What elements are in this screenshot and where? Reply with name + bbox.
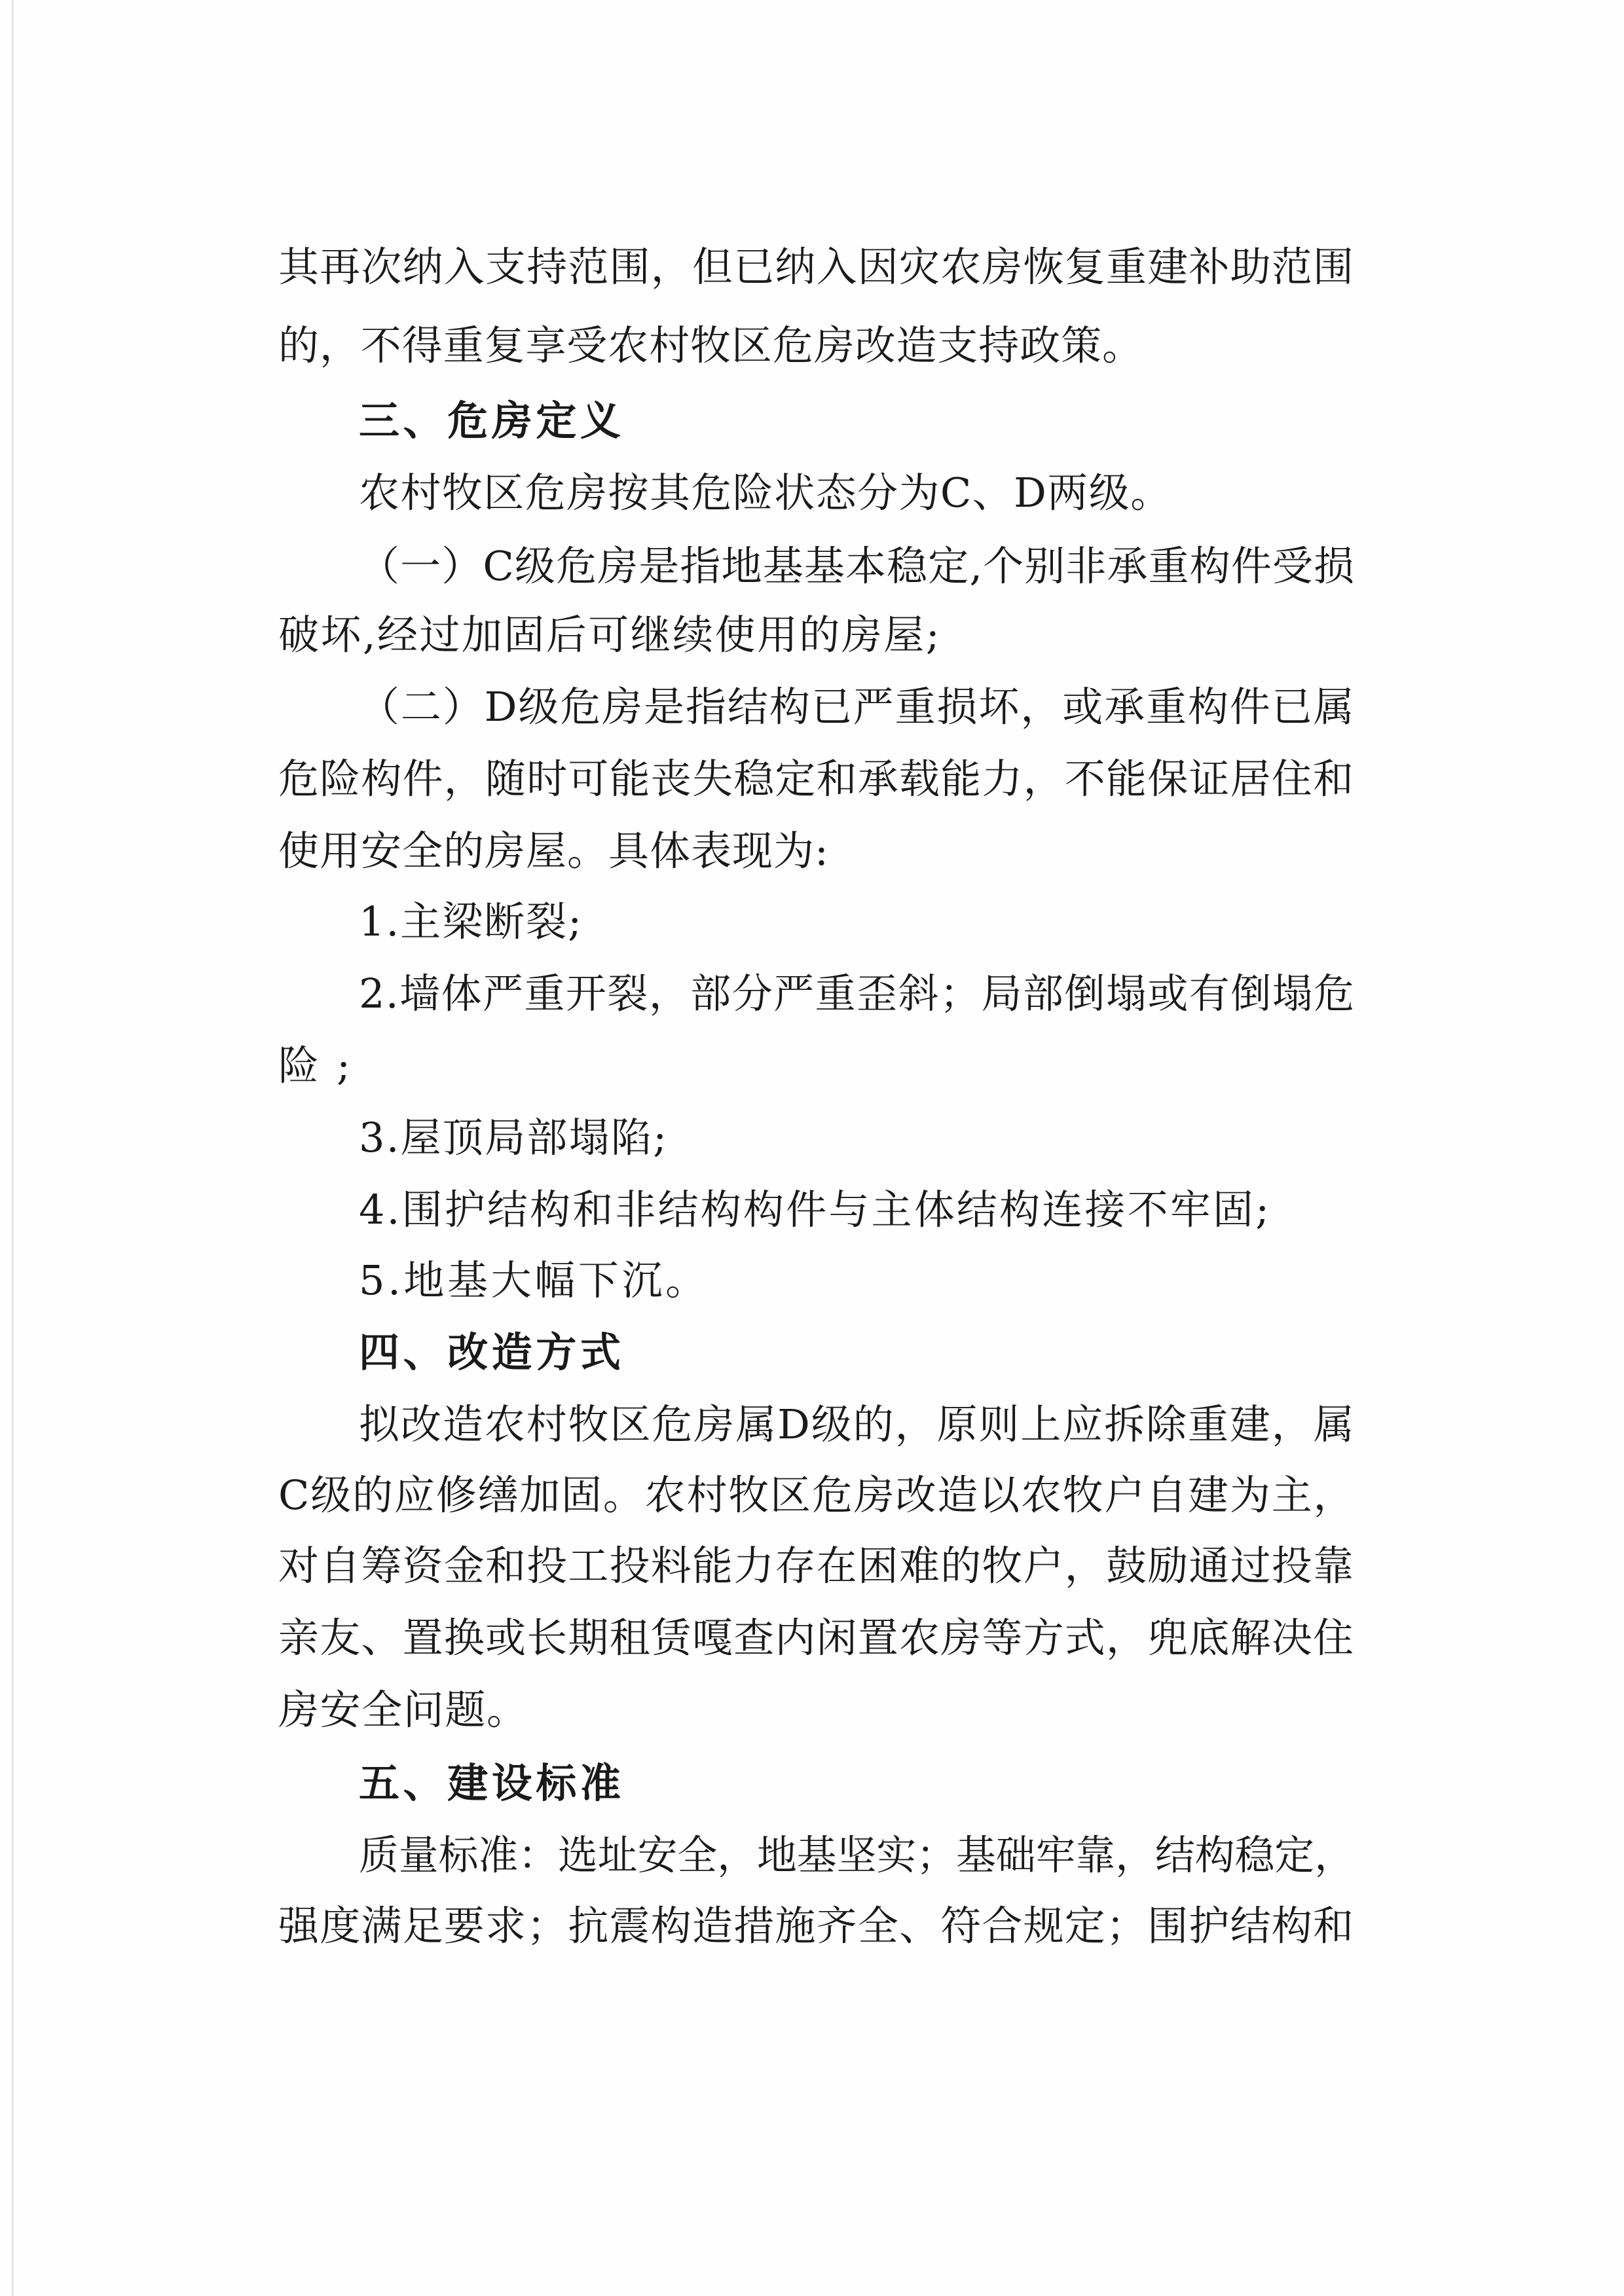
body-line: 强度满足要求；抗震构造措施齐全、符合规定；围护结构和 (278, 1902, 1355, 1950)
body-line: 的，不得重复享受农村牧区危房改造支持政策。 (278, 321, 1143, 369)
body-line: 使用安全的房屋。具体表现为: (278, 827, 829, 875)
scan-edge (12, 0, 14, 2296)
body-line: （二）D级危房是指结构已严重损坏，或承重构件已属 (359, 683, 1356, 731)
section-heading: 五、建设标准 (359, 1759, 625, 1807)
body-line: 拟改造农村牧区危房属D级的，原则上应拆除重建，属 (359, 1400, 1356, 1448)
body-line: 险; (278, 1042, 368, 1089)
section-heading: 三、危房定义 (359, 397, 625, 445)
body-line: 农村牧区危房按其危险状态分为C、D两级。 (359, 469, 1172, 517)
body-line: 4.围护结构和非结构构件与主体结构连接不牢固; (359, 1186, 1272, 1233)
body-line: 5.地基大幅下沉。 (359, 1256, 709, 1304)
section-heading: 四、改造方式 (359, 1328, 625, 1376)
body-line: 对自筹资金和投工投料能力存在困难的牧户，鼓励通过投靠 (278, 1542, 1355, 1590)
body-line: 质量标准：选址安全，地基坚实；基础牢靠，结构稳定， (359, 1831, 1355, 1879)
body-line: C级的应修缮加固。农村牧区危房改造以农牧户自建为主， (278, 1471, 1356, 1519)
body-line: 亲友、置换或长期租赁嘎查内闲置农房等方式，兜底解决住 (278, 1614, 1355, 1662)
body-line: 3.屋顶局部塌陷; (359, 1114, 669, 1161)
body-line: 2.墙体严重开裂，部分严重歪斜；局部倒塌或有倒塌危 (359, 970, 1356, 1017)
body-line: 破坏,经过加固后可继续使用的房屋; (278, 611, 942, 659)
body-line: 1.主梁断裂; (359, 898, 583, 945)
body-line: （一）C级危房是指地基基本稳定,个别非承重构件受损 (359, 542, 1356, 590)
body-line: 危险构件，随时可能丧失稳定和承载能力，不能保证居住和 (278, 755, 1355, 803)
body-line: 其再次纳入支持范围，但已纳入因灾农房恢复重建补助范围 (278, 243, 1355, 291)
body-line: 房安全问题。 (278, 1686, 528, 1734)
